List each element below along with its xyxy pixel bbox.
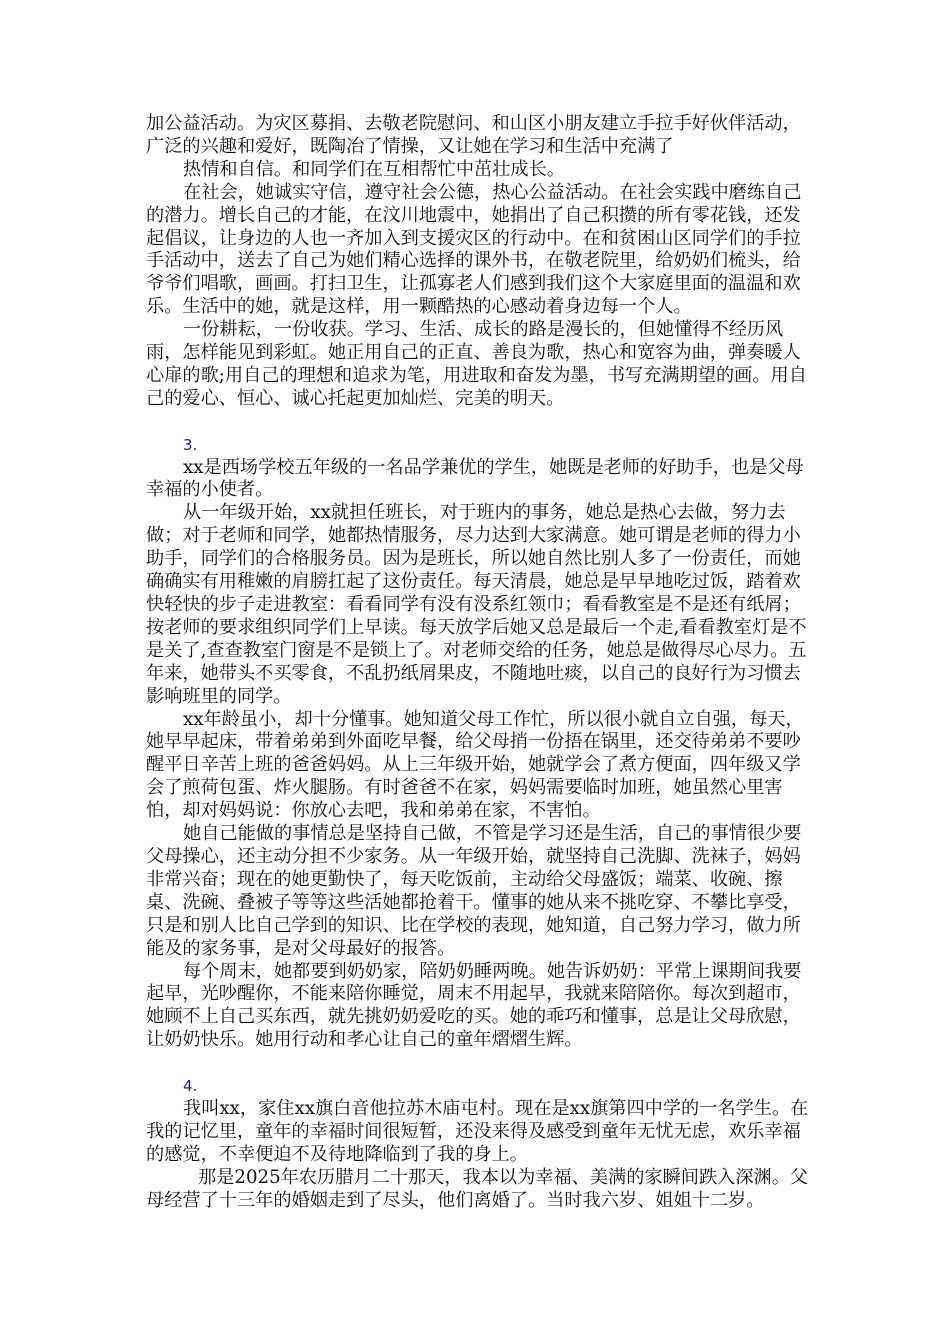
paragraph: 她自己能做的事情总是坚持自己做，不管是学习还是生活，自己的事情很少要父母操心，还主动分担不少家务。从一年级开始，就坚持自己洗脚、洗袜子，妈妈非常兴奋；现在的她更勤快了，每天吃饭前，主动给父母盛饭；端菜、收碗、擦桌、洗碗、叠被子等等这些活她都抢着干。懂事的她从来不挑吃穿、不攀比享受，只是和别人比自己学到的知识、比在学校的表现，她知道，自己努力学习，做力所能及的家务事，是对父母最好的报答。 — [146, 823, 802, 959]
section-number-4: 4. — [183, 1077, 198, 1096]
paragraph: 在社会，她诚实守信，遵守社会公德，热心公益活动。在社会实践中磨练自己的潜力。增长自己的才能，在汶川地震中，她捐出了自己积攒的所有零花钱，还发起倡议，让身边的人也一齐加入到支援灾区的行动中。在和贫困山区同学们的手拉手活动中，送去了自己为她们精心选择的课外书，在敬老院里，给奶奶们梳头，给爷爷们唱歌，画画。打扫卫生，让孤寡老人们感到我们这个大家庭里面的温温和欢乐。生活中的她，就是这样，用一颗酷热的心感动着身边每一个人。 — [146, 181, 802, 318]
document-body — [146, 113, 816, 1212]
paragraph: xx年龄虽小，却十分懂事。她知道父母工作忙，所以很小就自立自强，每天，她早早起床，带着弟弟到外面吃早餐，给父母捎一份捂在锅里，还交待弟弟不要吵醒平日辛苦上班的爸爸妈妈。从上三年级开始，她就学会了煮方便面，四年级又学会了煎荷包蛋、炸火腿肠。有时爸爸不在家，妈妈需要临时加班，她虽然心里害怕，却对妈妈说：你放心去吧，我和弟弟在家，不害怕。 — [146, 708, 804, 822]
section-number-3: 3. — [183, 435, 198, 454]
paragraph: 一份耕耘，一份收获。学习、生活、成长的路是漫长的，但她懂得不经历风雨，怎样能见到彩虹。她正用自己的正直、善良为歌，热心和宽容为曲，弹奏暖人心扉的歌;用自己的理想和追求为笔，用进取和奋发为墨，书写充满期望的画。用自己的爱心、恒心、诚心托起更加灿烂、完美的明天。 — [146, 319, 807, 409]
paragraph: xx是西场学校五年级的一名品学兼优的学生，她既是老师的好助手，也是父母幸福的小使者。 — [146, 456, 804, 501]
section-spacer — [146, 1052, 816, 1075]
section-spacer — [146, 411, 816, 434]
paragraph: 我叫xx，家住xx旗白音他拉苏木庙屯村。现在是xx旗第四中学的一名学生。在我的记忆里，童年的幸福时间很短暂，还没来得及感受到童年无忧无虑，欢乐幸福的感觉，不幸便迫不及待地降临到了我的身上。 — [146, 1097, 809, 1165]
paragraph: 每个周末，她都要到奶奶家，陪奶奶睡两晚。她告诉奶奶：平常上课期间我要起早，光吵醒你，不能来陪你睡觉，周末不用起早，我就来陪陪你。每次到超市，她顾不上自己买东西，就先挑奶奶爱吃的买。她的乖巧和懂事，总是让父母欣慰，让奶奶快乐。她用行动和孝心让自己的童年熠熠生辉。 — [146, 960, 802, 1051]
paragraph: 从一年级开始，xx就担任班长，对于班内的事务，她总是热心去做，努力去做；对于老师和同学，她都热情服务，尽力达到大家满意。她可谓是老师的得力小助手，同学们的合格服务员。因为是班长，所以她自然比别人多了一份责任，而她确确实有用稚嫩的肩膀扛起了这份责任。每天清晨，她总是早早地吃过饭，踏着欢快轻快的步子走进教室：看看同学有没有没系红领巾；看看教室是不是还有纸屑；按老师的要求组织同学们上早读。每天放学后她又总是最后一个走,看看教室灯是不是关了,查查教室门窗是不是锁上了。对老师交给的任务，她总是做得尽心尽力。五年来，她带头不买零食，不乱扔纸屑果皮，不随地吐痰，以自己的良好行为习惯去影响班里的同学。 — [146, 502, 807, 707]
paragraph: 那是2025年农历腊月二十那天，我本以为幸福、美满的家瞬间跌入深渊。父母经营了十三年的婚姻走到了尽头，他们离婚了。当时我六岁、姐姐十二岁。 — [146, 1166, 809, 1211]
paragraph: 热情和自信。和同学们在互相帮忙中茁壮成长。 — [183, 158, 565, 180]
paragraph: 加公益活动。为灾区募捐、去敬老院慰问、和山区小朋友建立手拉手好伙伴活动，广泛的兴趣和爱好，既陶冶了情操，又让她在学习和生活中充满了 — [146, 113, 801, 157]
